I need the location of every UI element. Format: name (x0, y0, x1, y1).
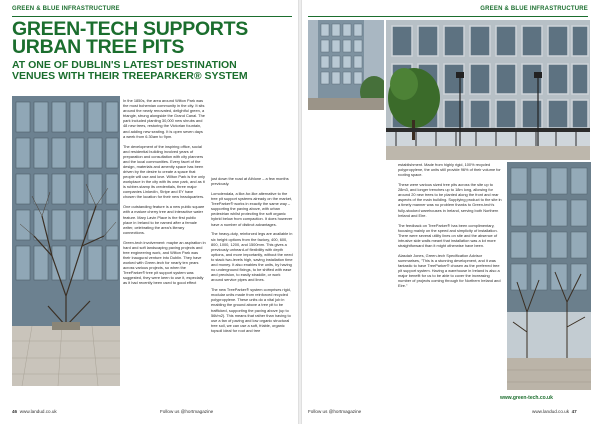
photo-facade-top (386, 20, 590, 160)
footer-left (12, 409, 57, 414)
subheadline-line-2: VENUES WITH THEIR TREEPARKER® SYSTEM (12, 70, 248, 82)
headline-line-1: GREEN-TECH SUPPORTS (12, 18, 248, 40)
paragraph: just down the road at Athlone – a few months previously. (211, 176, 289, 187)
paragraph: establishment. Made from highly rigid, 100% recycled polypropylene, the units still provide 96% of their volume for rooting space. (398, 162, 501, 178)
photo-trees-plaza (507, 162, 591, 390)
paragraph: The feedback on TreeParker® has been complimentary, focusing mainly on the speed and simplicity of installation. There were several utility lines on site and the absence of intrusive side walls meant that installation was a lot more straightforward than it might otherwise have been. (398, 222, 498, 248)
paragraph: The new TreeParker® system comprises rigid, modular units made from reinforced recycled polypropylene. These units do a vital job in enabling the ground above a tree pit to be trafficked, supporting the paving above (up to 56t/m2). This means that rather than having to use a fan of paving and low organic structural tree soil, we can use a soft, friable, organic topsoil ideal for root and tree (211, 287, 291, 333)
photo-building-trees (12, 96, 120, 386)
left-page (0, 0, 298, 424)
right-page-column-a (398, 162, 502, 293)
footer-right (532, 409, 577, 414)
paragraph: The development of the inspiring office, social and residential building involved years of preparation and consultation with city planners and the local communities. Every facet of the design, materials and amenity space has been driven by the desire to create a space that people will use and love. Wilton Park is the only workplace in the city with its own park, and as it is rubber-stamp its credentials, three major companies LinkedIn, Stripe and EY have chosen the location for their new headquarters. (123, 143, 205, 200)
building-trees-image (12, 96, 120, 386)
tower-image (308, 20, 384, 110)
follow-left[interactable]: Follow us @hortmagazine (160, 409, 214, 414)
section-label-left: GREEN & BLUE INFRASTRUCTURE (12, 6, 120, 12)
trees-plaza-image (507, 162, 591, 390)
header-rule-right (308, 16, 588, 17)
paragraph: In the 1850s, the area around Wilton Park was the most bohemian community in the city. It sits around the newly renovated, delightful green, a triangle, strung alongside the Grand Canal. The park included planting 30,000 new shrubs and 48 new trees, restoring the Victorian fountain, and adding new seating. It is open seven days a week from 6.30am to 9pm. (123, 98, 205, 139)
right-page (302, 0, 600, 424)
left-page-column-b (211, 176, 293, 338)
follow-right[interactable]: Follow us @hortmagazine (308, 409, 362, 414)
page-number-left: 46 (12, 409, 18, 414)
paragraph: Green-tech involvement: maybe an aspiration in hard and soft landscaping paving projects and tree engineering work, and Wilton Park was their inaugural venture into Dublin. They have worked with Green-tech for nearly ten years across various projects, so when the TreeParker® tree pit support system was suggested, they were keen to use it, especially as it had recently been used to good effect (123, 239, 206, 286)
facade-image (386, 20, 590, 160)
headline (12, 20, 294, 56)
headline-line-2: URBAN TREE PITS (12, 36, 185, 58)
site-link-right[interactable]: www.landud.co.uk (532, 409, 570, 414)
photo-tower (308, 20, 384, 110)
paragraph: Lomolendala, a like-for-like alternative to the tree pit support systems already on the market, TreeParker® works in exactly the same way – supporting the paving above, with urban pedestrian whilst protecting the soft organic hybrid below from compaction. It does however have a number of distinct advantages. (211, 190, 293, 227)
paragraph: The heavy-duty, reinforced legs are available in six height options from the factory, 400, 600, 800, 1000, 1200, and 1500mm. This gives a previously unheard-of flexibility with depth options, and more importantly, without the need to stack two-levels high, saving installation time and money. It also enables the units, by having no underground fixings, to be shifted with ease and precision, to easily straddle, or work around service pipes and lines. (211, 231, 293, 283)
subheadline-line-1: AT ONE OF DUBLIN'S LATEST DESTINATION (12, 59, 237, 71)
subheadline (12, 60, 294, 82)
page-number-right: 47 (571, 409, 577, 414)
site-link-left[interactable]: www.landud.co.uk (19, 409, 57, 414)
paragraph: Alasdair Jones, Green-tech Specification Advisor summarises, "This is a stunning development, and it was fantastic to have TreeParker® chosen as the preferred tree pit support system. Having a warehouse in Ireland is also a major benefit for us to be able to cover the increasing number of projects coming through for Northern Ireland and Eire." (398, 252, 501, 289)
paragraph: These were various sized tree pits across the site up to 28m3, and longer trenches up to 18m long, allowing for around 20 new trees to be planted along the front and rear aspects of the main building. Supplying product to the site in a timely manner was no problem thanks to Green-tech's fully-stocked warehouses in Ireland, serving both Northern Ireland and Eire. (398, 182, 502, 218)
paragraph: One outstanding feature is a new public square with a mature cherry tree and interactive water feature. Mary Lavin Place is the first public place in Ireland to be named after a female writer, celebrating the area's literary connections. (123, 204, 205, 235)
section-label-right: GREEN & BLUE INFRASTRUCTURE (480, 6, 588, 12)
left-page-column-a (123, 98, 206, 290)
green-tech-url[interactable]: www.green-tech.co.uk (500, 395, 553, 401)
header-rule-left (12, 16, 292, 17)
